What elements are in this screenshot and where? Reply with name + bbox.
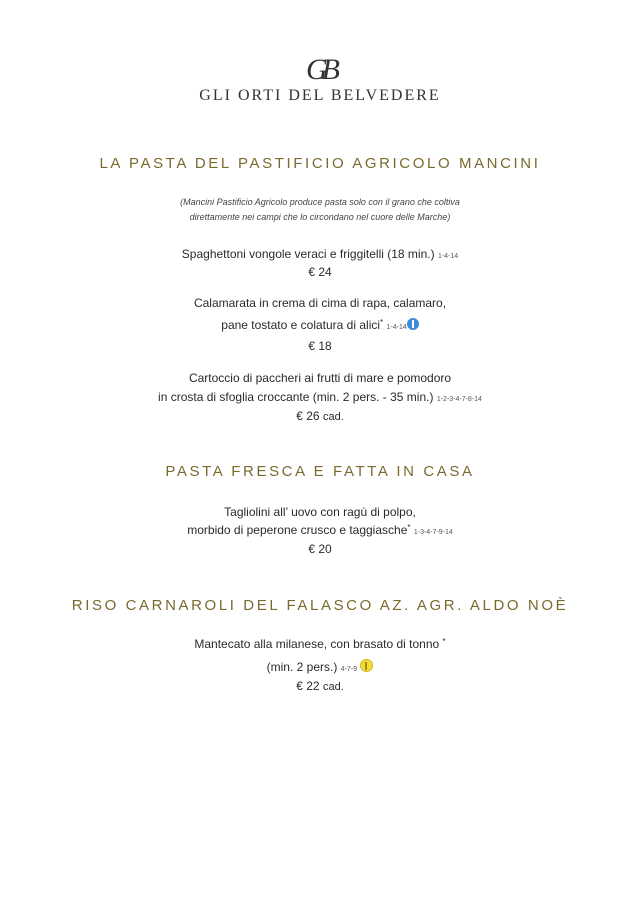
restaurant-logo [0, 55, 640, 105]
dish-price: € 26 cad. [296, 409, 344, 423]
dish-price: € 20 [308, 542, 332, 556]
dish-price: € 24 [308, 265, 332, 279]
fish-icon [407, 318, 419, 330]
logo-brand-name: GLI ORTI DEL BELVEDERE [199, 87, 441, 104]
dish-name-cont: morbido di peperone crusco e taggiasche* 1-3-4-7-9-14 [187, 523, 453, 537]
allergen-codes: 1-4-14 [386, 324, 407, 331]
dish-name: Cartoccio di paccheri ai frutti di mare e pomodoro [188, 371, 452, 385]
dish-name-cont: pane tostato e colatura di alici* 1-4-14 [0, 318, 640, 332]
section-note-line-1: (Mancini Pastificio Agricolo produce pasta solo con il grano che coltiva [180, 197, 460, 207]
allergen-codes: 1-3-4-7-9-14 [413, 529, 453, 536]
allergen-codes: 1-4-14 [437, 253, 459, 260]
section-title-riso: RISO CARNAROLI DEL FALASCO AZ. AGR. ALDO NOÈ [71, 597, 569, 614]
allergen-codes: 4-7-9 [340, 666, 358, 673]
dish-name: Spaghettoni vongole veraci e friggitelli (18 min.) 1-4-14 [181, 247, 459, 261]
dish-name: Calamarata in crema di cima di rapa, calamaro, [193, 296, 447, 310]
dish-price: € 22 cad. [296, 679, 344, 693]
dish-name-cont: (min. 2 pers.) 4-7-9 [0, 659, 640, 674]
section-note-line-2: direttamente nei campi che lo circondano nel cuore delle Marche) [189, 212, 451, 222]
dish-name-cont: in crosta di sfoglia croccante (min. 2 pers. - 35 min.) 1-2-3-4-7-8-14 [158, 390, 482, 404]
dish-price: € 18 [308, 339, 332, 353]
allergen-codes: 1-2-3-4-7-8-14 [436, 396, 482, 403]
dish-name: Tagliolini all’ uovo con ragù di polpo, [224, 505, 416, 519]
section-title-pasta-fresca: PASTA FRESCA E FATTA IN CASA [165, 463, 475, 480]
logo-monogram: GB [306, 53, 334, 86]
section-title-pasta-mancini: LA PASTA DEL PASTIFICIO AGRICOLO MANCINI [99, 155, 541, 172]
grain-icon [360, 659, 373, 672]
dish-name: Mantecato alla milanese, con brasato di tonno * [194, 637, 446, 651]
